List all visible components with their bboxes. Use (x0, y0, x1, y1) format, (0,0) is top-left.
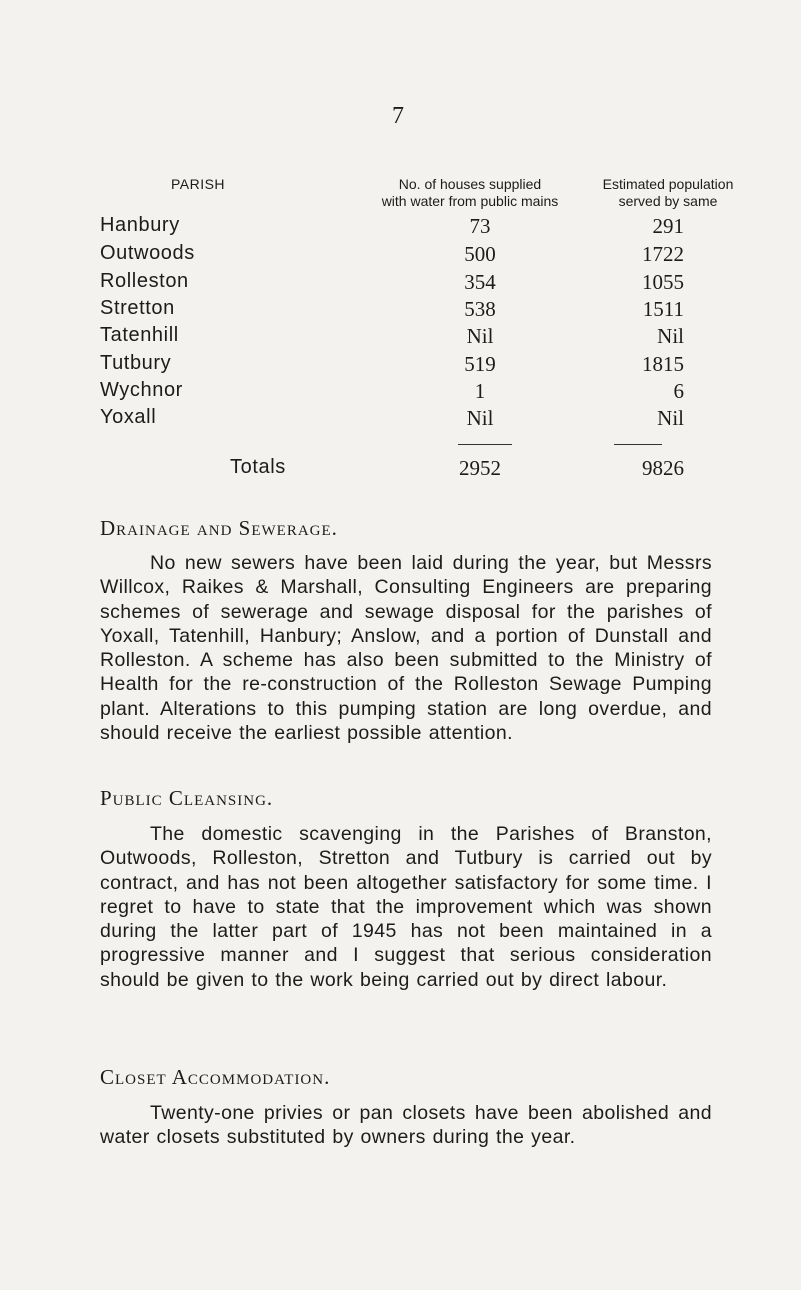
drainage-heading: Drainage and Sewerage. (100, 516, 338, 540)
header-population (548, 176, 788, 210)
closet-paragraph: Twenty-one privies or pan closets have been abolished and water closets substituted by owners during the year. (100, 1102, 712, 1149)
drainage-paragraph: No new sewers have been laid during the year, but Messrs Willcox, Raikes & Marshall, Consulting Engineers are preparing schemes of sewerage and sewage disposal for the parishes of Yoxall, Tatenhill, Hanbury; Anslow, and a portion of Dunstall and Rolleston. A scheme has also been submitted to the Ministry of Health for the re-construction of the Rolleston Sewage Pumping plant. Alterations to this pumping station are long overdue, and should receive the earliest possible attention. (100, 552, 712, 745)
totals-label: Totals (230, 456, 286, 478)
table-row (0, 242, 801, 272)
population-cell: 1815 (642, 352, 684, 376)
parish-cell: Stretton (100, 297, 175, 319)
parish-cell: Hanbury (100, 214, 180, 236)
header-population-line1: Estimated population (602, 176, 734, 192)
header-parish: PARISH (170, 176, 226, 192)
page-number: 7 (392, 103, 404, 129)
houses-cell: 538 (464, 297, 496, 321)
table-row (0, 297, 801, 327)
houses-cell: 354 (464, 270, 496, 294)
houses-cell: 519 (464, 352, 496, 376)
closet-heading: Closet Accommodation. (100, 1065, 331, 1089)
table-row (0, 406, 801, 436)
population-cell: Nil (657, 324, 684, 348)
houses-cell: 1 (474, 379, 486, 403)
table-row (0, 324, 801, 354)
population-cell: 1055 (642, 270, 684, 294)
parish-cell: Tatenhill (100, 324, 179, 346)
population-cell: 6 (673, 379, 684, 403)
totals-houses: 2952 (459, 456, 501, 480)
houses-cell: 500 (464, 242, 496, 266)
population-cell: 1722 (642, 242, 684, 266)
table-row (0, 214, 801, 244)
totals-rule-population (614, 444, 662, 445)
header-houses-line1: No. of houses supplied (398, 176, 542, 192)
totals-population: 9826 (642, 456, 684, 480)
houses-cell: 73 (469, 214, 491, 238)
table-row (0, 352, 801, 382)
houses-cell: Nil (466, 324, 494, 348)
header-population-line2: served by same (618, 193, 718, 209)
parish-cell: Rolleston (100, 270, 189, 292)
population-cell: 1511 (642, 297, 684, 321)
parish-cell: Outwoods (100, 242, 195, 264)
table-row (0, 379, 801, 409)
totals-rule-houses (458, 444, 512, 445)
cleansing-paragraph: The domestic scavenging in the Parishes of Branston, Outwoods, Rolleston, Stretton and Tutbury is carried out by contract, and has not been altogether satisfactory for some time. I regret to have to state that the improvement which was shown during the latter part of 1945 has not been maintained in a progressive manner and I suggest that serious consideration should be given to the work being carried out by direct labour. (100, 823, 712, 991)
population-cell: Nil (657, 406, 684, 430)
parish-cell: Tutbury (100, 352, 172, 374)
houses-cell: Nil (466, 406, 494, 430)
parish-cell: Yoxall (100, 406, 157, 428)
cleansing-heading: Public Cleansing. (100, 786, 274, 810)
parish-cell: Wychnor (100, 379, 183, 401)
table-row (0, 270, 801, 300)
header-houses-line2: with water from public mains (381, 193, 559, 209)
population-cell: 291 (652, 214, 684, 238)
